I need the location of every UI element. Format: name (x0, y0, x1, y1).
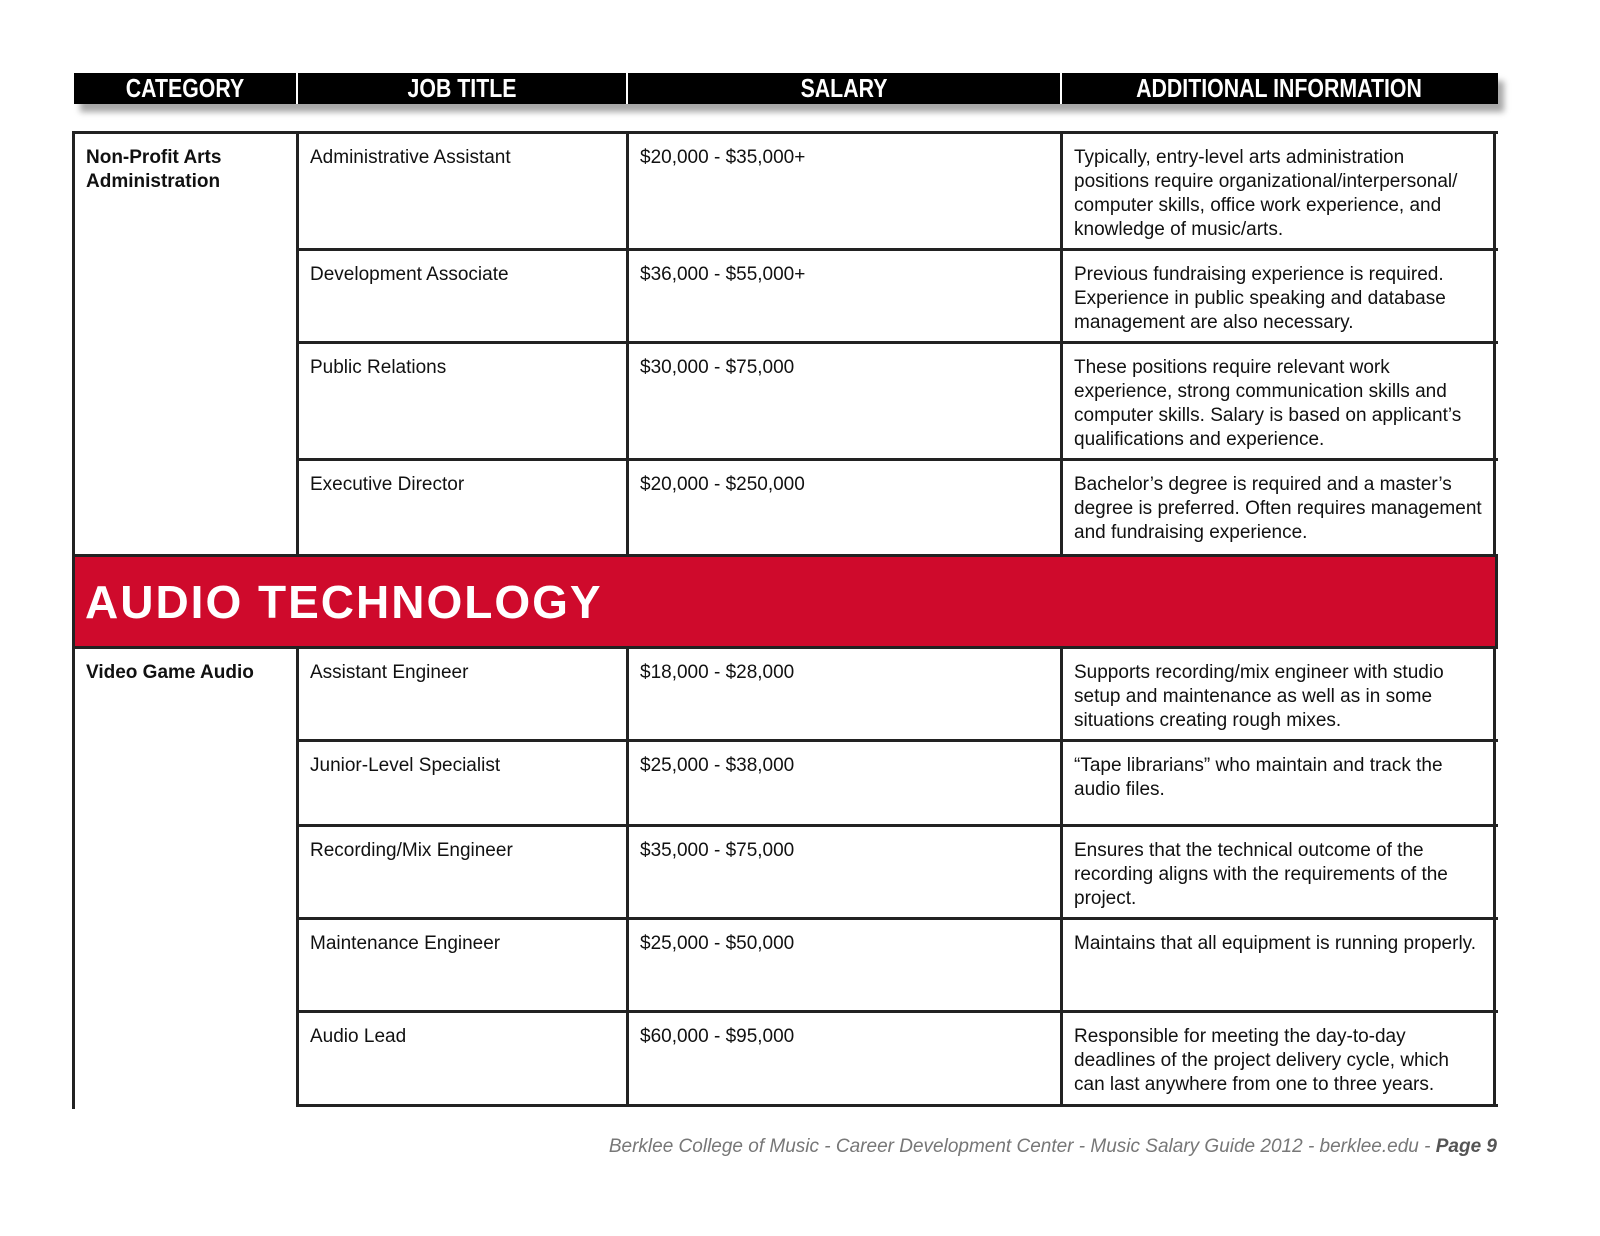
salary: $35,000 - $75,000 (626, 827, 1060, 917)
salary: $20,000 - $250,000 (626, 461, 1060, 554)
band-title: AUDIO TECHNOLOGY (85, 575, 603, 628)
table-row (296, 251, 1498, 344)
additional-info: Bachelor’s degree is required and a master’s degree is preferred. Often requires management and fundraising experience. (1060, 461, 1496, 554)
salary: $20,000 - $35,000+ (626, 134, 1060, 248)
additional-info: Supports recording/mix engineer with studio setup and maintenance as well as in some situations creating rough mixes. (1060, 649, 1496, 739)
job-title: Audio Lead (296, 1013, 626, 1104)
salary: $60,000 - $95,000 (626, 1013, 1060, 1104)
header-additional-info: ADDITIONAL INFORMATION (1136, 73, 1422, 103)
job-title: Junior-Level Specialist (296, 742, 626, 824)
job-title: Assistant Engineer (296, 649, 626, 739)
header-divider (1060, 73, 1062, 104)
table-header (74, 73, 1498, 104)
table-row (296, 827, 1498, 920)
table-row (296, 461, 1498, 554)
footer-text: Berklee College of Music - Career Development Center - Music Salary Guide 2012 - berklee.edu - (608, 1136, 1436, 1157)
section-band-audio-technology (72, 554, 1498, 649)
page-number: Page 9 (1435, 1136, 1497, 1157)
category-label: Non-Profit Arts Administration (86, 147, 222, 192)
additional-info: Responsible for meeting the day-to-day deadlines of the project delivery cycle, which can last anywhere from one to three years. (1060, 1013, 1496, 1104)
table-row (296, 742, 1498, 827)
additional-info: These positions require relevant work experience, strong communication skills and computer skills. Salary is based on applicant’s qualifications and experience. (1060, 344, 1496, 458)
section-non-profit (72, 131, 1498, 554)
additional-info: “Tape librarians” who maintain and track the audio files. (1060, 742, 1496, 824)
job-title: Recording/Mix Engineer (296, 827, 626, 917)
salary: $30,000 - $75,000 (626, 344, 1060, 458)
salary: $25,000 - $50,000 (626, 920, 1060, 1010)
header-salary: SALARY (800, 73, 888, 103)
salary: $18,000 - $28,000 (626, 649, 1060, 739)
job-title: Executive Director (296, 461, 626, 554)
page-footer (609, 1136, 1497, 1158)
category-label: Video Game Audio (86, 662, 254, 683)
table-row (296, 1013, 1498, 1107)
salary: $36,000 - $55,000+ (626, 251, 1060, 341)
category-column (72, 134, 298, 554)
job-title: Public Relations (296, 344, 626, 458)
additional-info: Maintains that all equipment is running properly. (1060, 920, 1496, 1010)
table-row (296, 134, 1498, 251)
job-title: Development Associate (296, 251, 626, 341)
job-title: Administrative Assistant (296, 134, 626, 248)
additional-info: Typically, entry-level arts administration positions require organizational/interpersonal/ computer skills, office work experience, and knowledge of music/arts. (1060, 134, 1496, 248)
category-column (72, 649, 298, 1109)
salary: $25,000 - $38,000 (626, 742, 1060, 824)
table-row (296, 920, 1498, 1013)
table-row (296, 649, 1498, 742)
additional-info: Previous fundraising experience is required. Experience in public speaking and database management are also necessary. (1060, 251, 1496, 341)
job-title: Maintenance Engineer (296, 920, 626, 1010)
section-video-game-audio (72, 649, 1498, 1107)
header-divider (296, 73, 298, 104)
header-divider (626, 73, 628, 104)
salary-table (72, 131, 1498, 1107)
additional-info: Ensures that the technical outcome of the recording aligns with the requirements of the project. (1060, 827, 1496, 917)
table-row (296, 344, 1498, 461)
header-category: CATEGORY (125, 73, 245, 103)
header-job-title: JOB TITLE (407, 73, 517, 103)
